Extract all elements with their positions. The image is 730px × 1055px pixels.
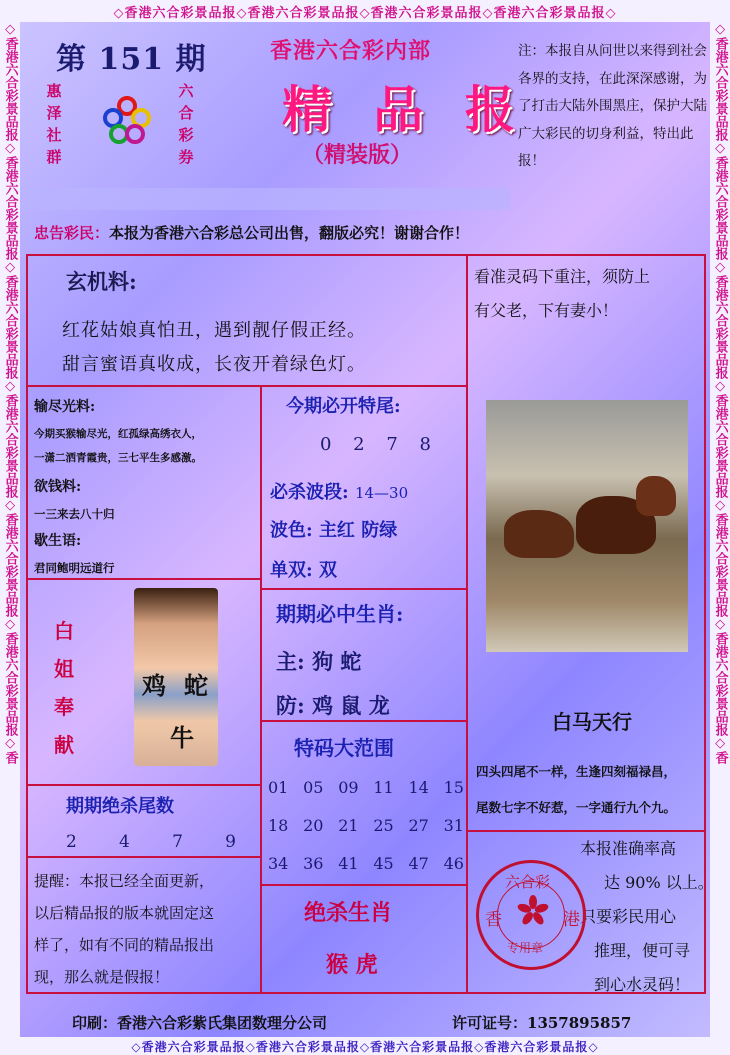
money-text: 一三来去八十归: [34, 507, 115, 521]
mystic-title: 玄机料:: [66, 269, 137, 294]
mystic-line-1: 红花姑娘真怕丑，遇到靓仔假正经。: [62, 320, 366, 341]
stamp-left-text: 香: [485, 910, 502, 930]
newspaper-title: 精 品 报: [282, 80, 527, 139]
accuracy-line-5: 到心水灵码！: [594, 975, 691, 994]
special-number: 15: [443, 778, 464, 797]
official-stamp: [476, 860, 586, 970]
special-number: 36: [303, 854, 324, 873]
stamp-top-text: 六合彩: [505, 873, 551, 891]
tail-numbers: 0 2 7 8: [320, 434, 439, 455]
special-number: 31: [443, 816, 464, 835]
stamp-bottom-text: 专用章: [507, 941, 544, 955]
special-row: [268, 854, 464, 892]
divider-mid-1: [260, 588, 468, 590]
kill-tail-numbers: [66, 832, 236, 852]
special-title: 特码大范围: [294, 736, 394, 760]
lose-all-line-2: 一潇二洒青霞贵，三七平生多感激。: [34, 452, 202, 464]
divider-left-2: [26, 784, 262, 786]
zodiac-guard: [276, 690, 390, 720]
special-number: 34: [268, 854, 289, 873]
odd-even-value: 双: [318, 560, 337, 581]
lottery-logo-icon: [102, 96, 152, 146]
left-border-text: ◇香港六合彩景品报◇香港六合彩景品报◇香港六合彩景品报◇香港六合彩景品报◇香港六合彩景品报◇香港六合彩景品报◇香: [2, 22, 18, 764]
warning-label: 忠告彩民：: [34, 224, 110, 242]
special-number: 46: [443, 854, 464, 873]
divider-left-1: [26, 578, 262, 580]
top-border-strip: ◇香港六合彩景品报◇香港六合彩景品报◇香港六合彩景品报◇香港六合彩景品报◇: [0, 0, 730, 22]
special-number: 21: [338, 816, 359, 835]
rest-text: 君同鲍明远道行: [34, 561, 115, 575]
reminder-line-1: 提醒：本报已经全面更新，: [34, 872, 215, 890]
zodiac-main: [276, 646, 361, 676]
zodiac-title: 期期必中生肖:: [276, 602, 404, 626]
edition-label: （精装版）: [302, 142, 413, 168]
left-border-strip: [0, 22, 20, 1037]
rest-title: 歇生语:: [34, 533, 82, 549]
special-grid: [268, 778, 464, 892]
divider-mystic: [26, 385, 468, 387]
accuracy-line-2: 达 90% 以上。: [604, 873, 714, 892]
girl-overlay-1: 鸡: [142, 671, 166, 700]
kill-wave-label: 必杀波段:: [270, 482, 349, 503]
footer-license: 许可证号：1357895857: [452, 1014, 632, 1032]
horse-line-2: 尾数七字不好惹，一字通行九个九。: [476, 800, 677, 815]
special-number: 47: [408, 854, 429, 873]
accuracy-line-4: 推理，便可寻: [594, 941, 691, 960]
divider-right-1: [466, 830, 706, 832]
wave-color-guard: 防绿: [361, 520, 398, 541]
tail-title: 今期必开特尾:: [286, 396, 401, 417]
right-border-text: ◇香港六合彩景品报◇香港六合彩景品报◇香港六合彩景品报◇香港六合彩景品报◇香港六合彩景品报◇香港六合彩景品报◇香: [712, 22, 728, 764]
kill-tail-number: 4: [119, 832, 130, 852]
kill-wave-value: 14—30: [354, 484, 409, 502]
lose-all-title: 输尽光料:: [34, 399, 96, 415]
warning-line: [34, 222, 469, 243]
kill-zodiac-title: 绝杀生肖: [304, 900, 393, 926]
special-number: 20: [303, 816, 324, 835]
horse-title: 白马天行: [552, 710, 632, 734]
mystic-line-2: 甜言蜜语真收成，长夜开着绿色灯。: [62, 354, 366, 375]
kill-tail-number: 2: [66, 832, 77, 852]
organization-name: 香港六合彩内部: [270, 38, 432, 64]
kill-tail-number: 7: [172, 832, 183, 852]
kill-tail-title: 期期绝杀尾数: [66, 796, 174, 817]
horse-shape-1: [504, 510, 574, 558]
accuracy-line-3: 只要彩民用心: [580, 907, 677, 926]
money-title: 欲钱料:: [34, 479, 82, 495]
special-number: 45: [373, 854, 394, 873]
special-row: [268, 778, 464, 816]
left-vertical-slogan: 惠泽社群: [46, 82, 62, 166]
divider-left-3: [26, 856, 262, 858]
girl-vertical-text: 白姐奉献: [54, 619, 74, 757]
divider-col-right: [466, 254, 468, 994]
special-number: 14: [408, 778, 429, 797]
wave-color-main: 主红: [318, 520, 355, 541]
zodiac-main-label: 主:: [276, 649, 305, 674]
special-number: 11: [373, 778, 394, 797]
divider-mid-2: [260, 720, 468, 722]
accuracy-line-1: 本报准确率高: [580, 839, 677, 858]
divider-col-mid: [260, 385, 262, 994]
zodiac-main-value: 狗 蛇: [312, 649, 362, 674]
wave-color: [270, 516, 397, 542]
special-row: [268, 816, 464, 854]
special-number: 27: [408, 816, 429, 835]
special-number: 25: [373, 816, 394, 835]
warning-text: 本报为香港六合彩总公司出售，翻版必究！谢谢合作！: [109, 224, 470, 242]
special-number: 18: [268, 816, 289, 835]
footer-printer: 印刷：香港六合彩紫氏集团数理分公司: [72, 1014, 328, 1032]
girl-overlay-2: 蛇: [184, 671, 208, 700]
reminder-line-4: 现，那么就是假报！: [34, 968, 170, 986]
odd-even: [270, 556, 337, 582]
stamp-right-text: 港: [563, 910, 580, 930]
wave-color-label: 波色:: [270, 520, 313, 541]
zodiac-guard-value: 鸡 鼠 龙: [312, 693, 390, 718]
proverb-line-1: 看准灵码下重注，须防上: [474, 267, 651, 286]
issue-number: 第 151 期: [56, 42, 207, 77]
right-vertical-slogan: 六合彩券: [178, 82, 194, 166]
publisher-note: 注：本报自从问世以来得到社会各界的支持，在此深深感谢，为了打击大陆外围黑庄，保护大陆广大彩民的切身利益，特出此报！: [518, 43, 707, 169]
special-number: 05: [303, 778, 324, 797]
horse-shape-3: [636, 476, 676, 516]
special-number: 09: [338, 778, 359, 797]
lose-all-line-1: 今期买猴输尽光，红孤绿高绣衣人，: [34, 428, 202, 440]
odd-even-label: 单双:: [270, 560, 313, 581]
bauhinia-icon: [517, 895, 549, 927]
kill-zodiac-value: 猴 虎: [326, 952, 378, 978]
special-number: 41: [338, 854, 359, 873]
horse-line-1: 四头四尾不一样，生逢四刻福禄昌，: [476, 764, 677, 779]
reminder-line-2: 以后精品报的版本就固定这: [34, 904, 215, 922]
proverb-line-2: 有父老，下有妻小！: [474, 301, 619, 320]
kill-tail-number: 9: [225, 832, 236, 852]
reminder-line-3: 样了，如有不同的精品报出: [34, 936, 215, 954]
special-number: 01: [268, 778, 289, 797]
zodiac-guard-label: 防:: [276, 693, 305, 718]
bottom-border-strip: ◇香港六合彩景品报◇香港六合彩景品报◇香港六合彩景品报◇香港六合彩景品报◇: [0, 1037, 730, 1055]
girl-overlay-3: 牛: [170, 723, 194, 752]
horse-photo: [486, 400, 688, 652]
kill-wave: [270, 478, 408, 504]
header-band: [20, 188, 510, 210]
